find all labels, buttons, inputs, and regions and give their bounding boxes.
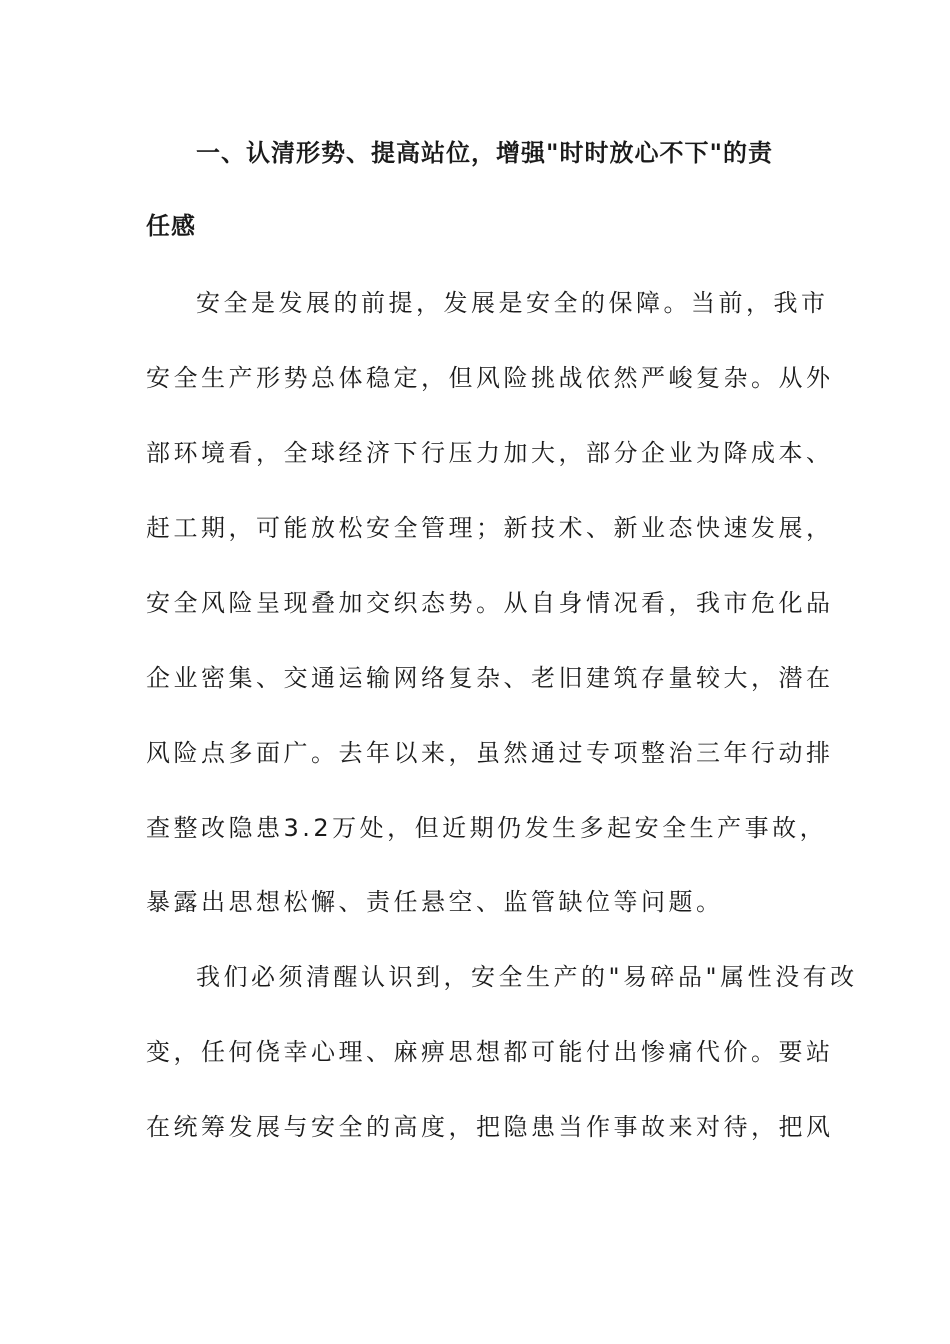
paragraph-1-line-6: 企业密集、交通运输网络复杂、老旧建筑存量较大，潜在 (146, 664, 834, 692)
paragraph-2-line-1: 我们必须清醒认识到，安全生产的"易碎品"属性没有改 (196, 963, 858, 991)
paragraph-1-line-2: 安全生产形势总体稳定，但风险挑战依然严峻复杂。从外 (146, 364, 834, 392)
paragraph-1-line-4: 赶工期，可能放松安全管理；新技术、新业态快速发展， (146, 514, 834, 542)
section-heading-line-1: 一、认清形势、提高站位，增强"时时放心不下"的责 (196, 139, 774, 167)
paragraph-1-line-1: 安全是发展的前提，发展是安全的保障。当前，我市 (196, 289, 829, 317)
paragraph-1-line-9: 暴露出思想松懈、责任悬空、监管缺位等问题。 (146, 888, 724, 916)
paragraph-1-line-7: 风险点多面广。去年以来，虽然通过专项整治三年行动排 (146, 739, 834, 767)
section-heading-line-2: 任感 (146, 212, 196, 240)
paragraph-2-line-2: 变，任何侥幸心理、麻痹思想都可能付出惨痛代价。要站 (146, 1038, 834, 1066)
paragraph-1-line-8: 查整改隐患3.2万处，但近期仍发生多起安全生产事故， (146, 814, 828, 842)
paragraph-2-line-3: 在统筹发展与安全的高度，把隐患当作事故来对待，把风 (146, 1113, 834, 1141)
paragraph-1-line-5: 安全风险呈现叠加交织态势。从自身情况看，我市危化品 (146, 589, 834, 617)
paragraph-1-line-3: 部环境看，全球经济下行压力加大，部分企业为降成本、 (146, 439, 834, 467)
